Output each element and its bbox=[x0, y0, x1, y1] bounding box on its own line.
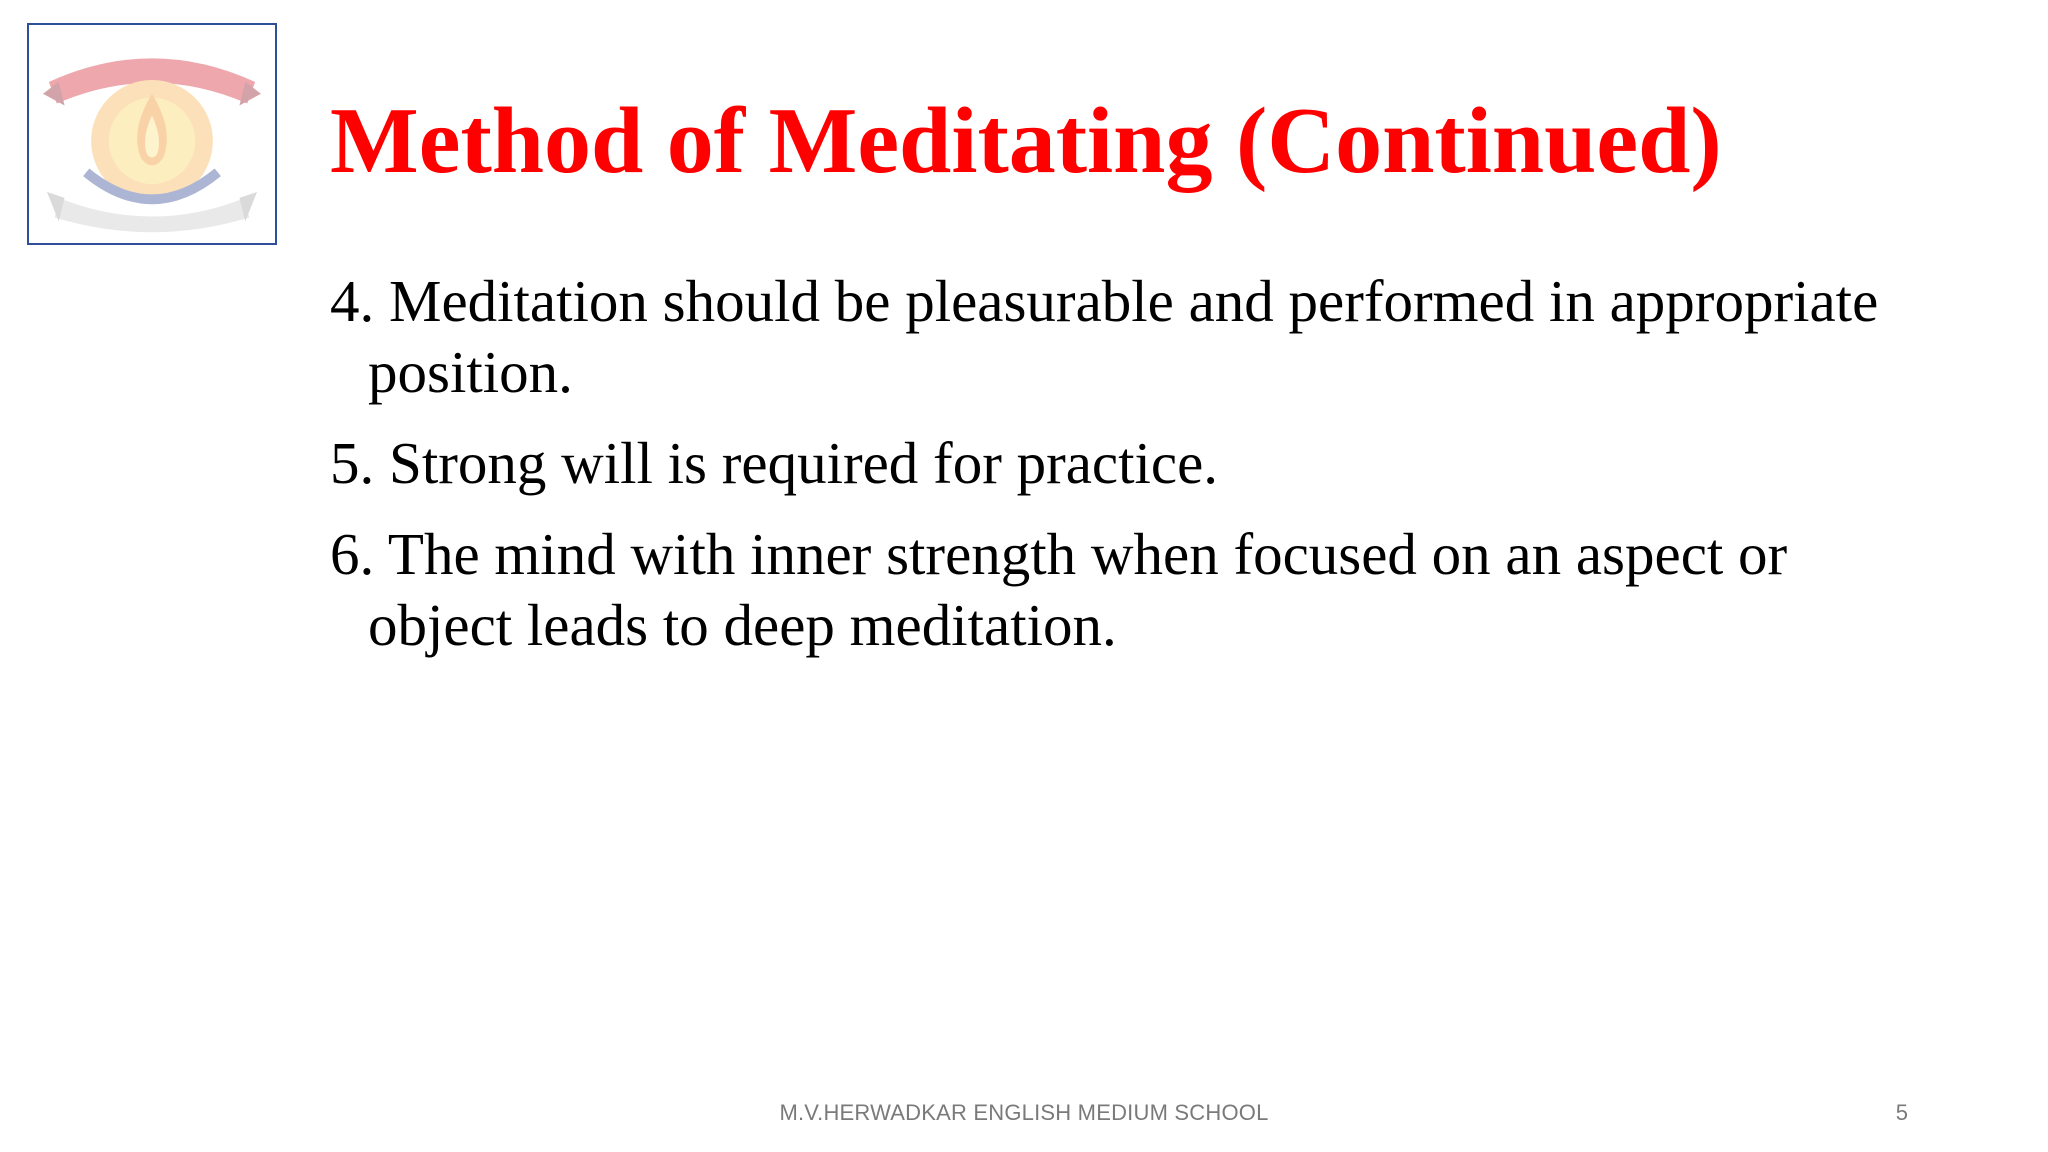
list-item: 4. Meditation should be pleasurable and performed in appropriate position. bbox=[330, 268, 1879, 405]
slide-title: Method of Meditating (Continued) bbox=[330, 89, 1722, 193]
list-item: 6. The mind with inner strength when focused on an aspect or object leads to deep meditation. bbox=[330, 521, 1788, 658]
slide-footer: M.V.HERWADKAR ENGLISH MEDIUM SCHOOL bbox=[779, 1100, 1269, 1125]
school-emblem-icon bbox=[29, 25, 275, 243]
list-item: 5. Strong will is required for practice. bbox=[330, 430, 1219, 496]
school-logo bbox=[27, 23, 277, 245]
slide-number: 5 bbox=[1895, 1100, 1908, 1125]
bullet-list bbox=[330, 266, 1890, 681]
